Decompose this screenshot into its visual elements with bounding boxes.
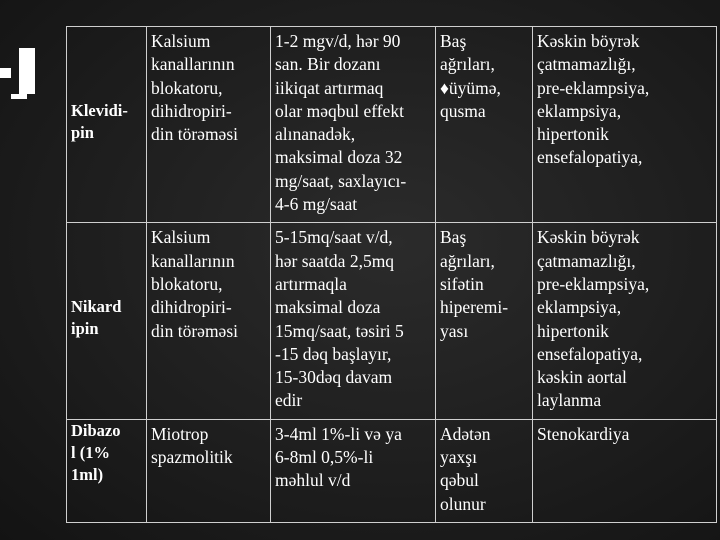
table-row [67, 223, 717, 419]
decorative-square [0, 68, 11, 78]
side-effects-cell: Baş ağrıları, ♦üyümə, qusma [436, 27, 533, 223]
dose-cell: 1-2 mgv/d, hər 90 san. Bir dozanı iikiqat artırmaq olar məqbul effekt alınanadək, maksimal doza 32 mg/saat, saxlayıcı- 4-6 mg/saat [271, 27, 436, 223]
side-effects-cell: Adətən yaxşı qəbul olunur [436, 419, 533, 522]
drug-group-cell: Kalsium kanallarının blokatoru, dihidropiri- din törəməsi [147, 27, 271, 223]
table-row [67, 419, 717, 522]
drug-name-cell: Klevidi- pin [67, 27, 147, 223]
indications-cell: Stenokardiya [533, 419, 717, 522]
indications-cell: Kəskin böyrək çatmamazlığı, pre-eklampsiya, eklampsiya, hipertonik ensefalopatiya, kəskin aortal laylanma [533, 223, 717, 419]
side-effects-cell: Baş ağrıları, sifətin hiperemi- yası [436, 223, 533, 419]
drug-group-cell: Miotrop spazmolitik [147, 419, 271, 522]
table-row [67, 27, 717, 223]
decorative-bar [19, 48, 35, 94]
dose-cell: 3-4ml 1%-li və ya 6-8ml 0,5%-li məhlul v/d [271, 419, 436, 522]
indications-cell: Kəskin böyrək çatmamazlığı, pre-eklampsiya, eklampsiya, hipertonik ensefalopatiya, [533, 27, 717, 223]
drug-name-cell: Nikard ipin [67, 223, 147, 419]
dose-cell: 5-15mq/saat v/d, hər saatda 2,5mq artırmaqla maksimal doza 15mq/saat, təsiri 5 -15 dəq başlayır, 15-30dəq davam edir [271, 223, 436, 419]
drug-name-cell: Dibazo l (1% 1ml) [67, 419, 147, 522]
drug-table [66, 26, 717, 523]
drug-group-cell: Kalsium kanallarının blokatoru, dihidropiri- din törəməsi [147, 223, 271, 419]
decorative-dash [11, 94, 27, 99]
